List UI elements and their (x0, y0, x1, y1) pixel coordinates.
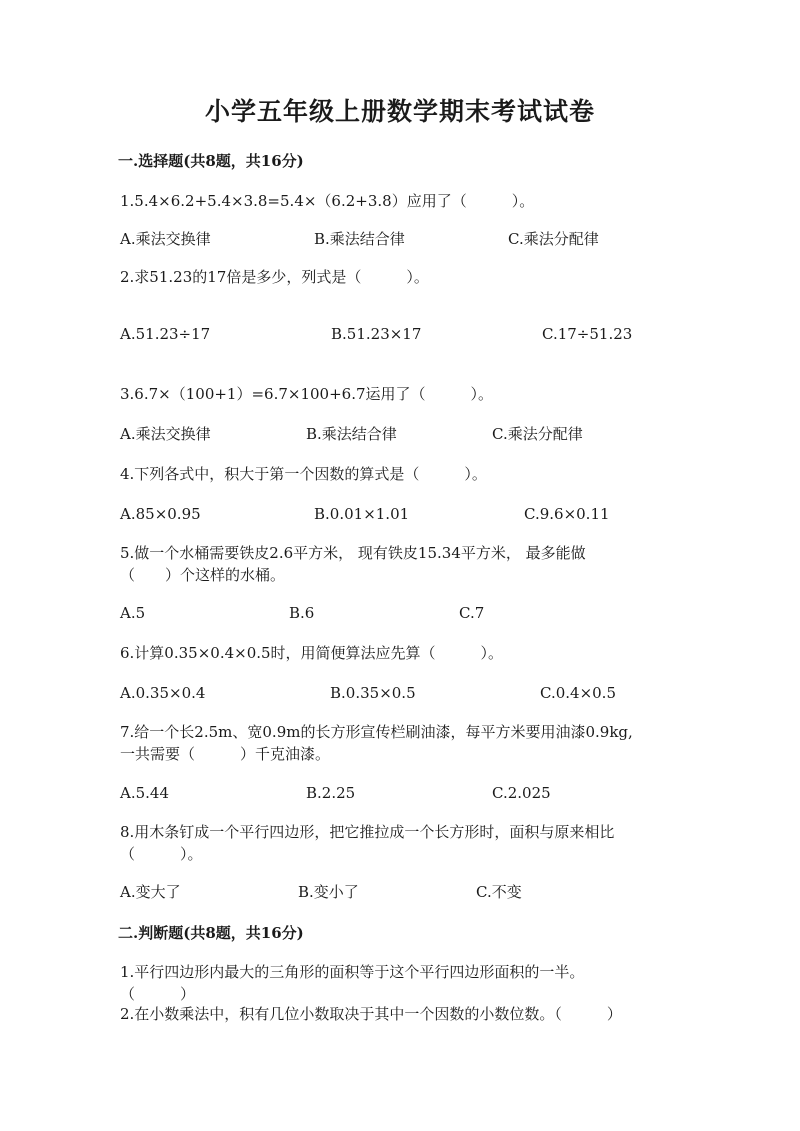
q1-option-b: B.乘法结合律 (314, 230, 405, 248)
q2-option-a: A.51.23÷17 (120, 325, 211, 343)
q3-option-c: C.乘法分配律 (492, 425, 583, 443)
question-2: 2.求51.23的17倍是多少，列式是（ ）。 (120, 268, 429, 286)
q1-option-c: C.乘法分配律 (508, 230, 599, 248)
q4-option-c: C.9.6×0.11 (524, 505, 610, 523)
page-title: 小学五年级上册数学期末考试试卷 (204, 97, 595, 126)
q7-option-c: C.2.025 (492, 784, 551, 802)
q5-option-c: C.7 (459, 604, 485, 622)
judge-item-1 (120, 961, 680, 1005)
question-3: 3.6.7×（100+1）=6.7×100+6.7运用了（ ）。 (120, 385, 494, 403)
q2-option-b: B.51.23×17 (331, 325, 422, 343)
judge-item-1-line-2: （ ） (120, 985, 196, 1003)
question-6: 6.计算0.35×0.4×0.5时，用简便算法应先算（ ）。 (120, 644, 504, 662)
q5-option-b: B.6 (289, 604, 315, 622)
q8-option-c: C.不变 (476, 883, 522, 901)
q2-option-c: C.17÷51.23 (542, 325, 633, 343)
q6-option-c: C.0.4×0.5 (540, 684, 616, 702)
section-heading-choice: 一.选择题(共8题，共16分) (118, 152, 304, 170)
question-1: 1.5.4×6.2+5.4×3.8=5.4×（6.2+3.8）应用了（ ）。 (120, 192, 535, 210)
q6-option-a: A.0.35×0.4 (120, 684, 206, 702)
q7-option-a: A.5.44 (120, 784, 169, 802)
question-7-line-1: 7.给一个长2.5m、宽0.9m的长方形宣传栏刷油漆，每平方米要用油漆0.9kg, (120, 723, 633, 741)
q4-option-b: B.0.01×1.01 (314, 505, 410, 523)
q3-option-b: B.乘法结合律 (306, 425, 397, 443)
question-8-line-1: 8.用木条钉成一个平行四边形，把它推拉成一个长方形时，面积与原来相比 (120, 823, 615, 841)
question-5-line-1: 5.做一个水桶需要铁皮2.6平方米， 现有铁皮15.34平方米， 最多能做 (120, 544, 586, 562)
q8-option-b: B.变小了 (298, 883, 359, 901)
question-5-line-2: （ ）个这样的水桶。 (120, 566, 286, 584)
q3-option-a: A.乘法交换律 (120, 425, 211, 443)
q6-option-b: B.0.35×0.5 (330, 684, 416, 702)
question-5 (120, 542, 680, 586)
question-7 (120, 721, 680, 765)
judge-item-2: 2.在小数乘法中，积有几位小数取决于其中一个因数的小数位数。（ ） (120, 1005, 622, 1023)
judge-item-1-line-1: 1.平行四边形内最大的三角形的面积等于这个平行四边形面积的一半。 (120, 963, 585, 981)
q4-option-a: A.85×0.95 (120, 505, 201, 523)
q8-option-a: A.变大了 (120, 883, 181, 901)
question-8 (120, 821, 680, 865)
section-heading-judge: 二.判断题(共8题，共16分) (118, 924, 304, 942)
q1-option-a: A.乘法交换律 (120, 230, 211, 248)
question-7-line-2: 一共需要（ ）千克油漆。 (120, 745, 331, 763)
question-8-line-2: （ ）。 (120, 845, 203, 863)
q5-option-a: A.5 (120, 604, 146, 622)
q7-option-b: B.2.25 (306, 784, 356, 802)
question-4: 4.下列各式中，积大于第一个因数的算式是（ ）。 (120, 465, 487, 483)
